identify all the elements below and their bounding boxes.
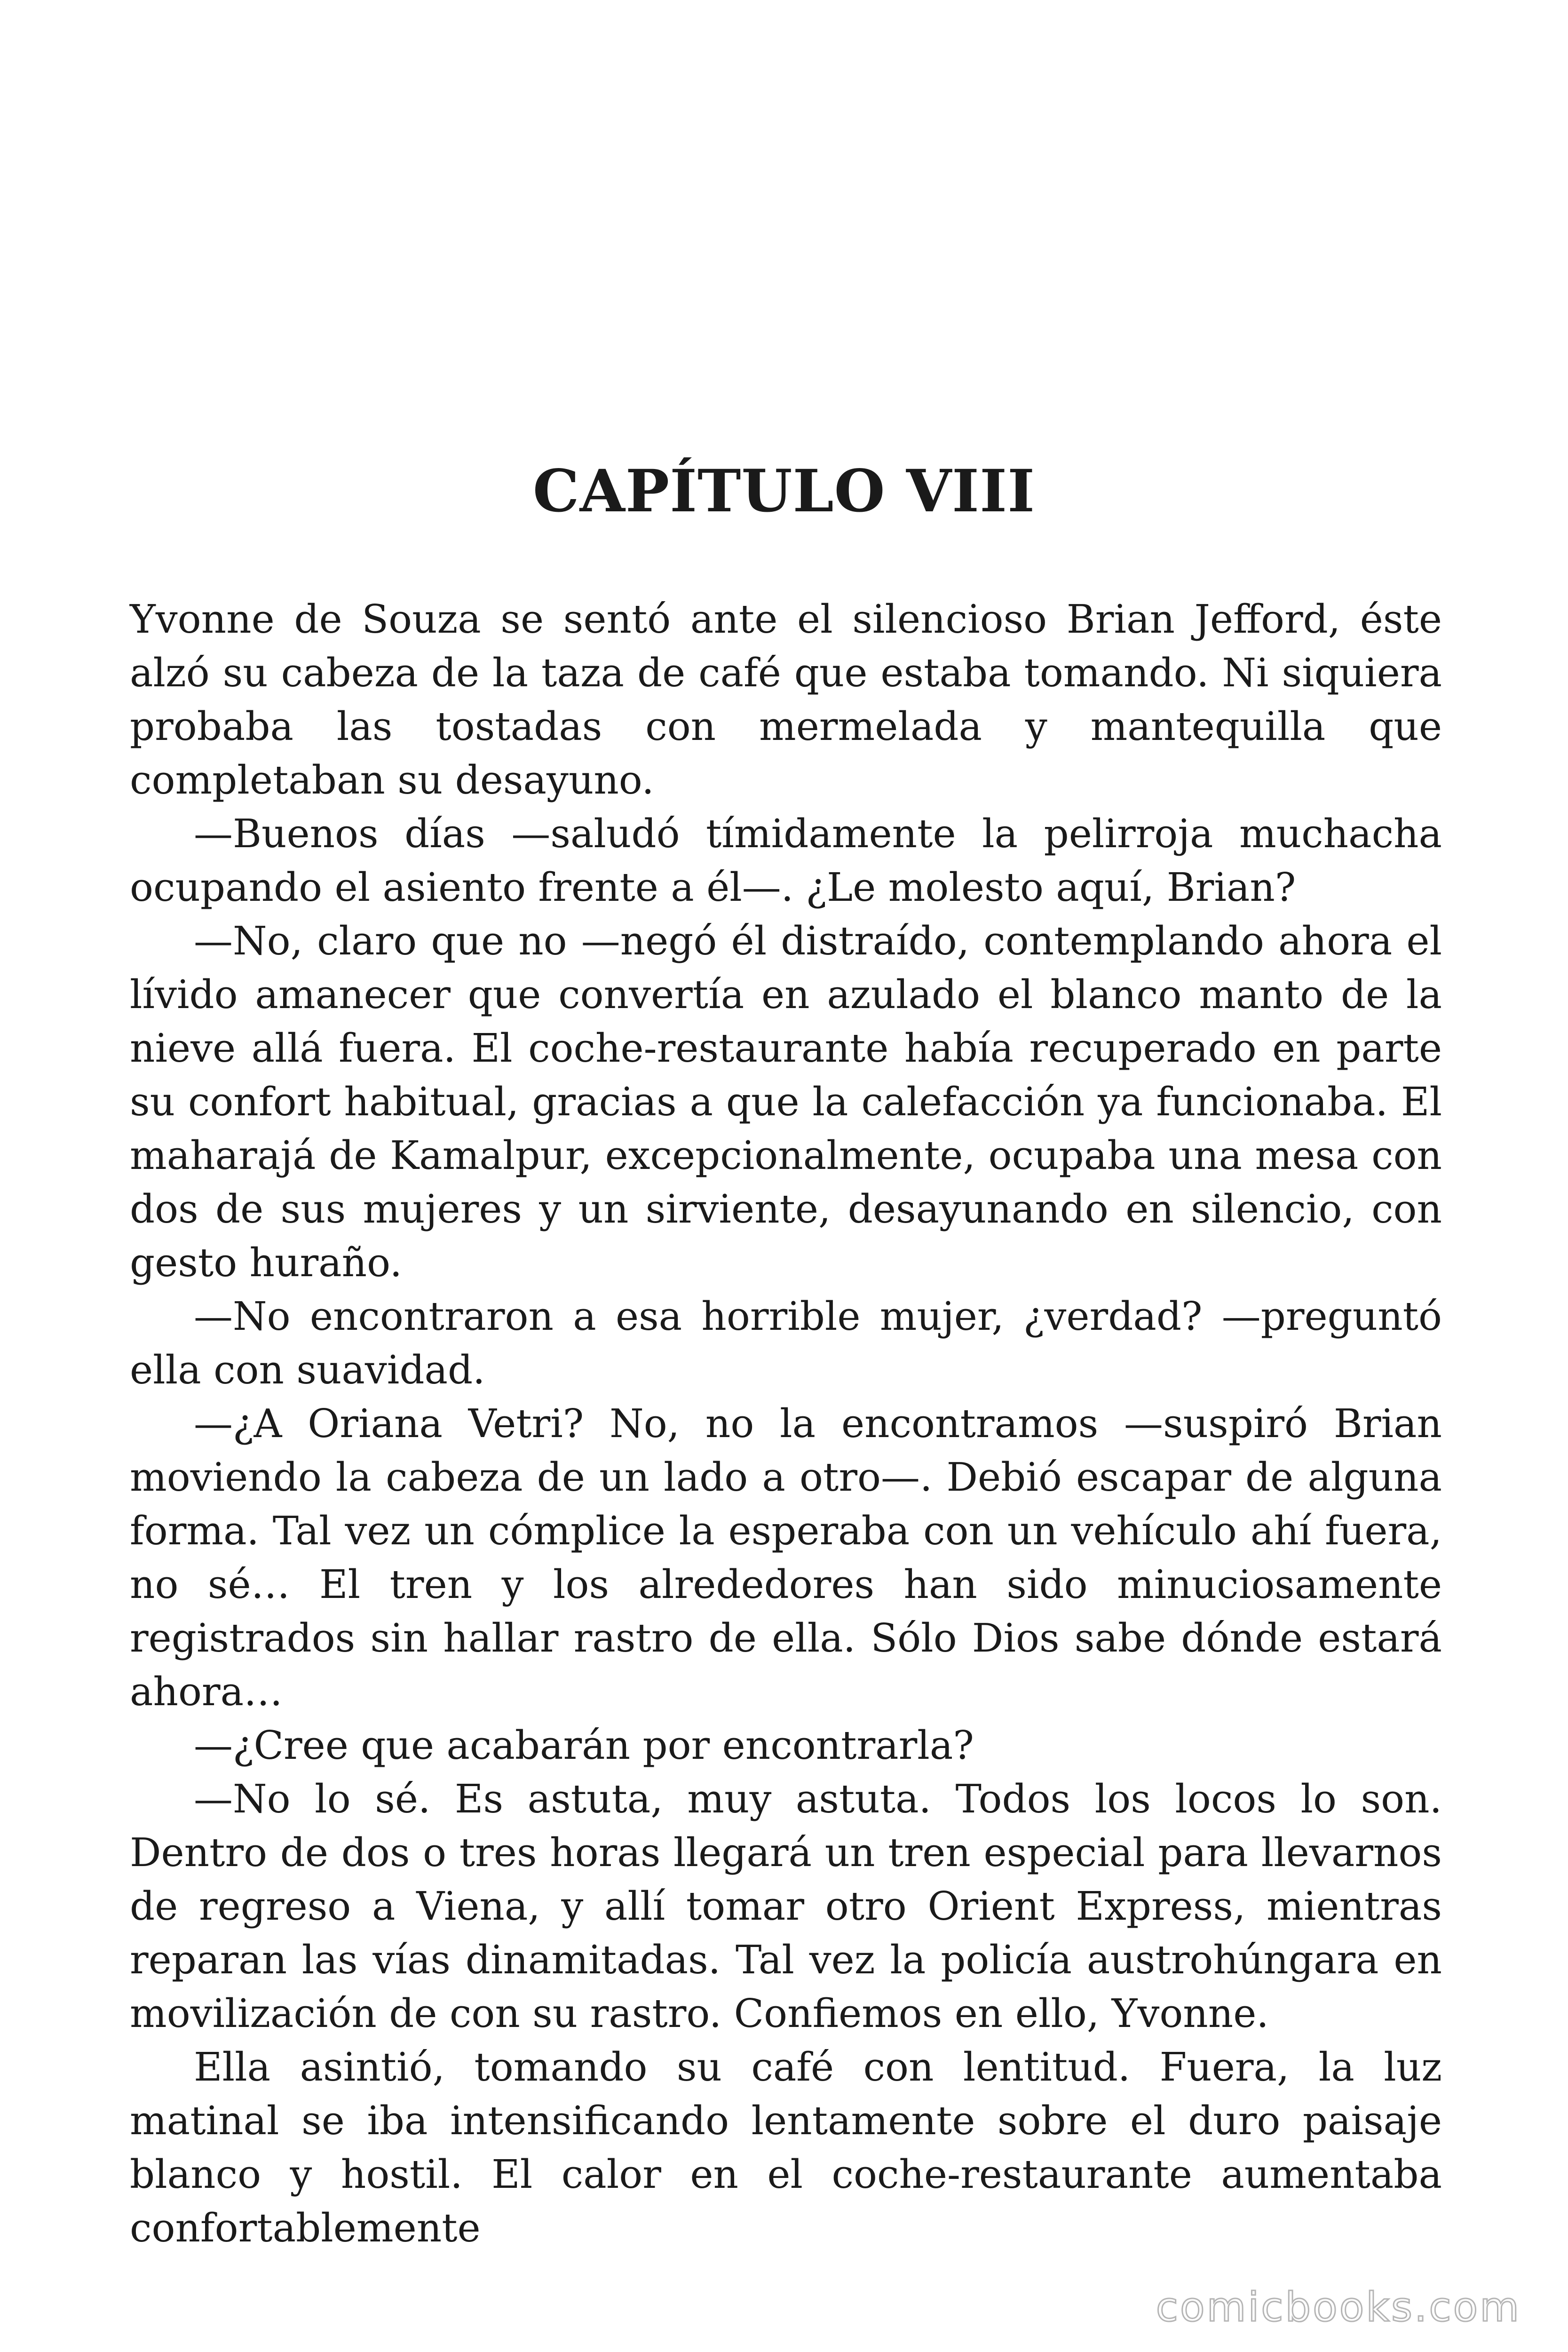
paragraph: —¿A Oriana Vetri? No, no la encontramos —suspiró Brian moviendo la cabeza de un lado a otro—. Debió escapar de alguna forma. Tal vez un cómplice la esperaba con un vehículo ahí fuera, no sé… El tren y los alrededores han sido minuciosamente registrados sin hallar rastro de ella. Sólo Dios sabe dónde estará ahora… — [130, 1401, 1442, 1715]
paragraph: —No, claro que no —negó él distraído, contemplando ahora el lívido amanecer que convertía en azulado el blanco manto de la nieve allá fuera. El coche-restaurante había recuperado en parte su confort habitual, gracias a que la calefacción ya funcionaba. El maharajá de Kamalpur, excepcionalmente, ocupaba una mesa con dos de sus mujeres y un sirviente, desayunando en silencio, con gesto huraño. — [130, 918, 1442, 1286]
paragraph: Yvonne de Souza se sentó ante el silencioso Brian Jefford, éste alzó su cabeza de la taza de café que estaba tomando. Ni siquiera probaba las tostadas con mermelada y mantequilla que completaban su desayuno. — [130, 596, 1442, 803]
chapter-body — [130, 593, 1442, 2255]
watermark: comicbooks.com — [1156, 2284, 1521, 2331]
paragraph: —No lo sé. Es astuta, muy astuta. Todos los locos lo son. Dentro de dos o tres horas llegará un tren especial para llevarnos de regreso a Viena, y allí tomar otro Orient Express, mientras reparan las vías dinamitadas. Tal vez la policía austrohúngara en movilización de con su rastro. Confiemos en ello, Yvonne. — [130, 1776, 1442, 2036]
chapter-title: CAPÍTULO VIII — [532, 457, 1036, 525]
paragraph: —Buenos días —saludó tímidamente la pelirroja muchacha ocupando el asiento frente a él—. ¿Le molesto aquí, Brian? — [130, 811, 1442, 910]
paragraph: —No encontraron a esa horrible mujer, ¿verdad? —preguntó ella con suavidad. — [130, 1294, 1442, 1393]
paragraph: —¿Cree que acabarán por encontrarla? — [194, 1723, 974, 1768]
paragraph: Ella asintió, tomando su café con lentitud. Fuera, la luz matinal se iba intensificando lentamente sobre el duro paisaje blanco y hostil. El calor en el coche-restaurante aumentaba confortablemente — [130, 2044, 1442, 2251]
